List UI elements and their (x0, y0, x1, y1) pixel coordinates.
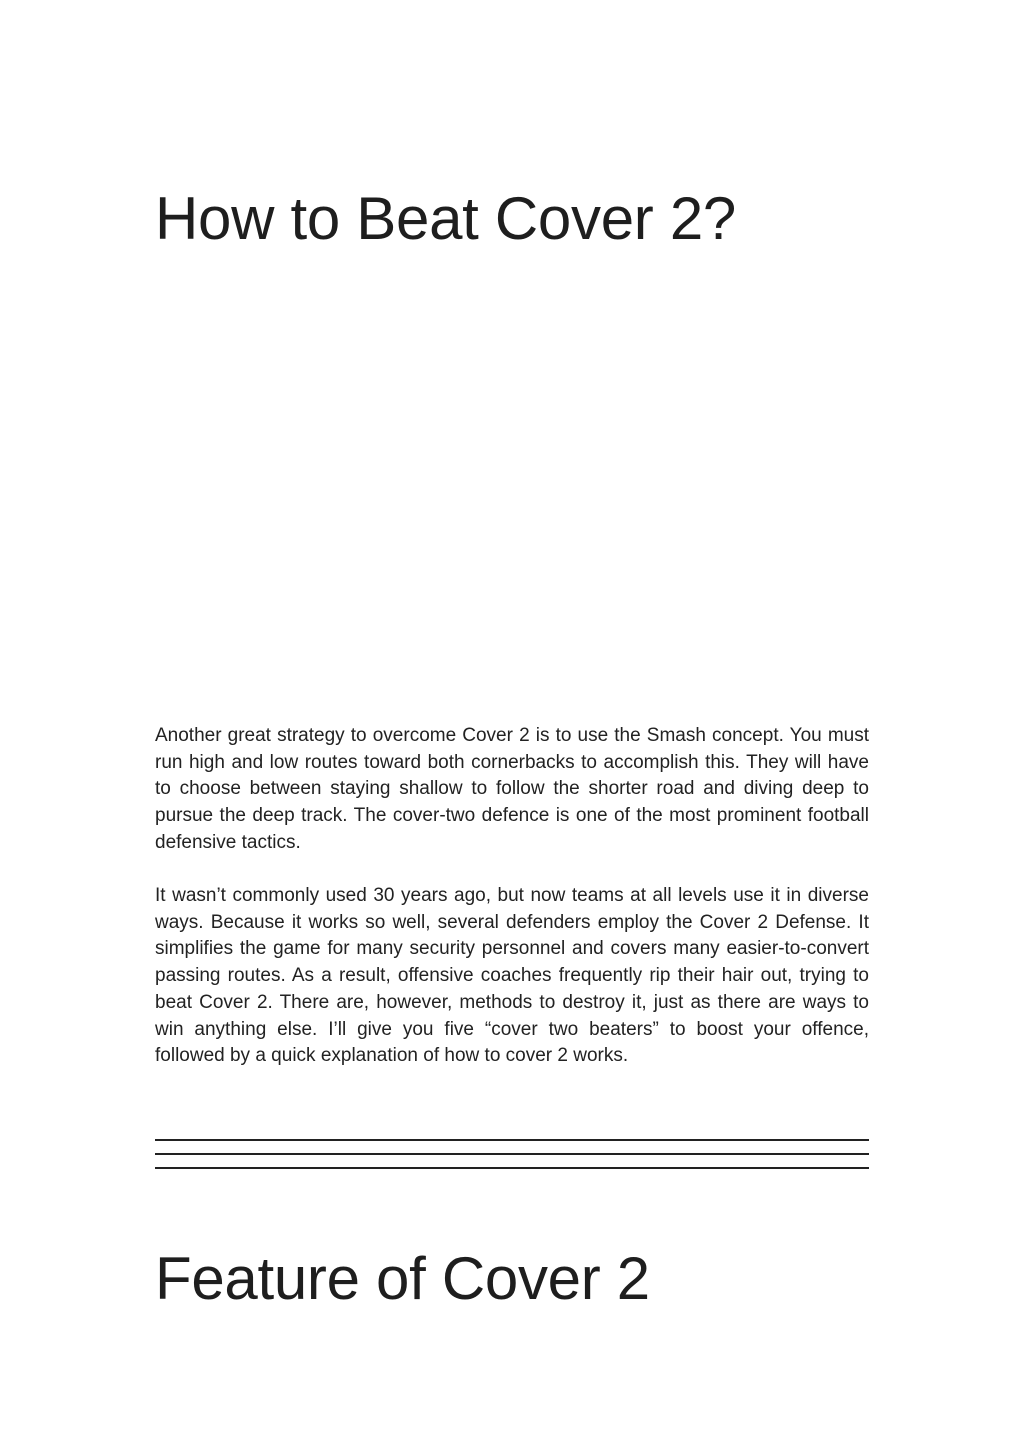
body-paragraph-cover-2-history: It wasn’t commonly used 30 years ago, but now teams at all levels use it in diverse ways. Because it works so well, several defenders employ the Cover 2 Defense. It simplifies the game for many security personnel and covers many easier-to-convert passing routes. As a result, offensive coaches frequently rip their hair out, trying to beat Cover 2. There are, however, methods to destroy it, just as there are ways to win anything else. I’ll give you five “cover two beaters” to boost your offence, followed by a quick explanation of how to cover 2 works. (155, 885, 869, 1067)
body-paragraph-smash-concept: Another great strategy to overcome Cover 2 is to use the Smash concept. You must run high and low routes toward both cornerbacks to accomplish this. They will have to choose between staying shallow to follow the shorter road and diving deep to pursue the deep track. The cover-two defence is one of the most prominent football defensive tactics. (155, 725, 869, 853)
section-heading-how-to-beat-cover-2: How to Beat Cover 2? (155, 185, 736, 252)
section-heading-feature-of-cover-2: Feature of Cover 2 (155, 1245, 650, 1312)
section-divider-line (155, 1153, 869, 1155)
section-divider-line (155, 1167, 869, 1169)
section-divider-line (155, 1139, 869, 1141)
